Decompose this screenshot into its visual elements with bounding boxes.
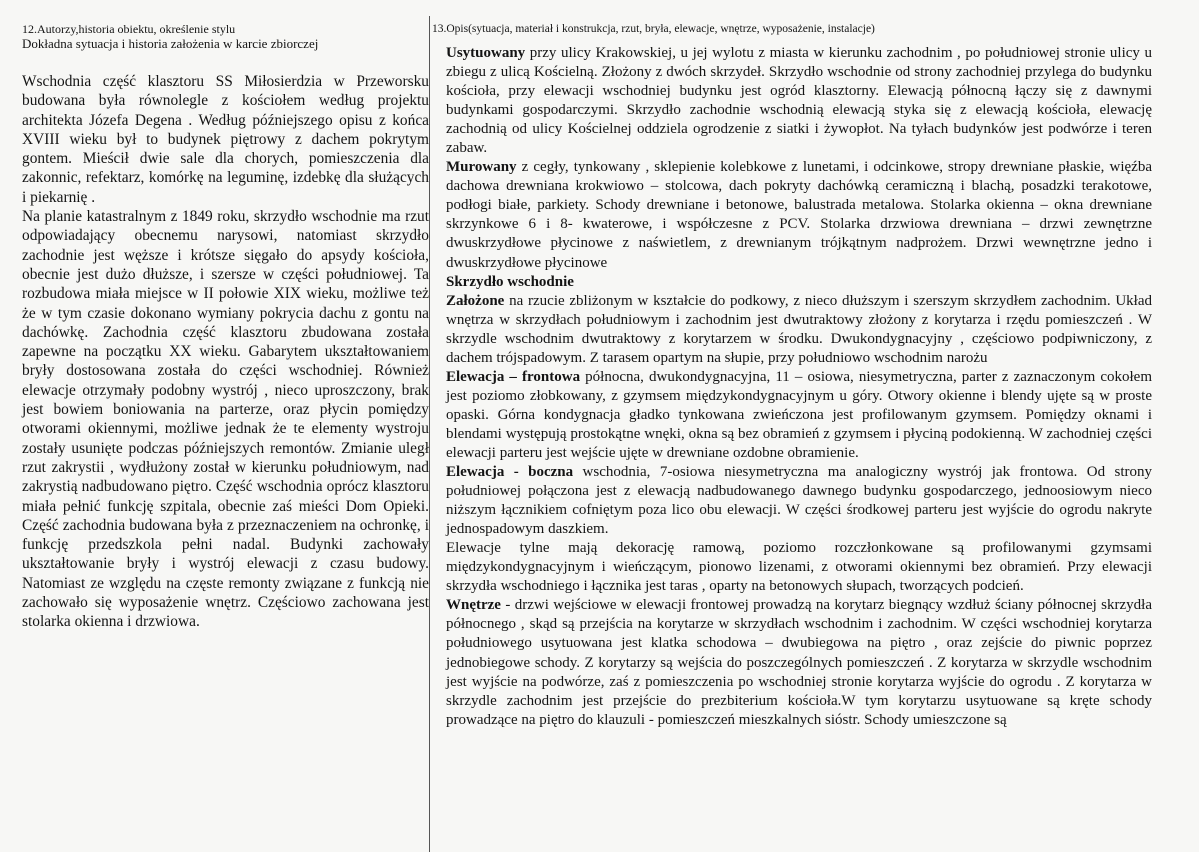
section-lead: Skrzydło wschodnie xyxy=(446,273,574,290)
section-location xyxy=(446,44,1152,158)
description-text xyxy=(432,44,1152,730)
section-text: przy ulicy Krakowskiej, u jej wylotu z miasta w kierunku zachodnim , po południowej stronie ulicy u zbiegu z ulicą Kościelną. Złożony z dwóch skrzydeł. Skrzydło wschodnie od strony zachodniej przylega do budynku kościoła, przy elewacji wschodniej budynku jest ogród klasztorny. Elewacją północną łączy się z dawnymi budynkami gospodarczymi. Skrzydło zachodnie wschodnią elewacją styka się z elewacją kościoła, elewację zachodnią od ulicy Kościelnej oddziela ogrodzenie z siatki i żywopłot. Na tyłach budynków jest podwórze i teren zabaw. xyxy=(446,45,1152,157)
left-column xyxy=(22,22,429,632)
section-plan xyxy=(446,292,1152,368)
right-column xyxy=(432,22,1152,730)
section-lead: Murowany xyxy=(446,159,517,176)
column-divider xyxy=(429,16,430,852)
section-lead: Elewacja - boczna xyxy=(446,464,574,481)
section-east-wing xyxy=(446,273,1152,292)
history-paragraph: Wschodnia część klasztoru SS Miłosierdzia w Przeworsku budowana była równolegle z kościołem według projektu architekta Józefa Degena . Według późniejszego opisu z końca XVIII wieku był to budynek piętrowy z dachem pokrytym gontem. Mieścił dwie sale dla chorych, pomieszczenia dla zakonnic, refektarz, komórkę na leguminę, izdebkę dla służących i piekarnię . xyxy=(22,73,429,206)
section-text: - drzwi wejściowe w elewacji frontowej prowadzą na korytarz biegnący wzdłuż ściany północnej skrzydła północnego , skąd są przejścia na korytarze w skrzydłach wschodnim i zachodnim. W części wschodniej korytarza południowego usytuowana jest klatka schodowa – dwubiegowa na piętro , oraz zejście do piwnic poprzez jednobiegowe schody. Z korytarzy są wejścia do poszczególnych pomieszczeń . Z korytarza w skrzydle wschodnim jest wyjście na podwórze, zaś z pomieszczenia po wschodniej stronie korytarza wyjście do ogrodu . Z korytarza w skrzydle zachodnim jest przejście do prezbiterium kościoła.W tym korytarzu usytuowane są kręte schody prowadzące na piętro do klauzuli - pomieszczeń mieszkalnych sióstr. Schody umieszczone są xyxy=(446,597,1152,728)
section-side-elevation xyxy=(446,463,1152,539)
section-text: wschodnia, 7-osiowa niesymetryczna ma analogiczny wystrój jak frontowa. Od strony południowej połączona jest z elewacją nadbudowanego dawnego budynku gospodarczego, jednoosiowym nieco niższym łącznikiem cofniętym poza lico obu elewacji. W części środkowej parteru jest wyjście do ogrodu nakryte jednospadowym daszkiem. xyxy=(446,464,1152,538)
history-paragraph: Na planie katastralnym z 1849 roku, skrzydło wschodnie ma rzut odpowiadający obecnemu narysowi, natomiast skrzydło zachodnie jest węższe i krótsze sięgało do apsydy kościoła, obecnie jest dużo dłuższe, i szersze w części południowej. Ta rozbudowa miała miejsce w II połowie XIX wieku, możliwe też że w tym czasie dokonano wymiany pokrycia dachu z gontu na dachówkę. Zachodnia część klasztoru zbudowana została zapewne na początku XX wieku. Gabarytem ukształtowaniem bryły dostosowana została do części wschodniej. Również elewacje otrzymały podobny wystrój , nieco uproszczony, brak jest bowiem boniowania na parterze, oraz płycin pomiędzy otworami okiennymi, możliwe jednak że te elementy wystroju zostały usunięte podczas późniejszych remontów. Zmianie uległ rzut zakrystii , wydłużony został w kierunku południowym, nad zakrystią nadbudowano piętro. Część wschodnia oprócz klasztoru miała pełnić funkcję szpitala, obecnie zaś mieści Dom Opieki. Część zachodnia budowana była z przeznaczeniem na ochronkę, i funkcję przedszkola pełni nadal. Budynki zachowały ukształtowanie bryły i wystrój elewacji z czasu budowy. Natomiast ze względu na częste remonty związane z funkcją nie zachowało się wyposażenie wnętrz. Częściowo zachowana jest stolarka okienna i drzwiowa. xyxy=(22,208,429,631)
left-header-line-1: 12.Autorzy,historia obiektu, określenie stylu xyxy=(22,22,236,36)
section-lead: Założone xyxy=(446,292,505,309)
section-rear-elevations xyxy=(446,539,1152,596)
section-text: Elewacje tylne mają dekorację ramową, poziomo rozczłonkowane są profilowanymi gzymsami międzykondygnacyjnym i wieńczącym, pionowo lizenami, z otworami okiennymi bez obramień. Przy elewacji skrzydła wschodniego i łącznika jest taras , oparty na betonowych słupach, tworzących podcień. xyxy=(446,540,1152,595)
section-lead: Elewacja – frontowa xyxy=(446,368,581,385)
section-interior xyxy=(446,596,1152,729)
history-text xyxy=(22,72,429,632)
section-text: z cegły, tynkowany , sklepienie kolebkowe z lunetami, i odcinkowe, stropy drewniane płaskie, więźba dachowa drewniana krokwiowo – stolcowa, dach pokryty dachówką ceramiczną i blachą, posadzki terakotowe, podłogi białe, parkiety. Schody drewniane i betonowe, balustrada metalowa. Stolarka okienna – okna drewniane skrzynkowe 6 i 8- kwaterowe, i współczesne z PCV. Stolarka drzwiowa drewniana – drzwi zewnętrzne dwuskrzydłowe płycinowe z naświetlem, z drewnianym trójkątnym nadprożem. Drzwi wewnętrzne jedno i dwuskrzydłowe płycinowe xyxy=(446,159,1152,271)
section-front-elevation xyxy=(446,368,1152,463)
section-text: północna, dwukondygnacyjna, 11 – osiowa, niesymetryczna, parter z zaznaczonym cokołem jest poziomo złobkowany, z gzymsem międzykondygnacyjnym u góry. Otwory okienne i blendy ujęte są w proste opaski. Górna kondygnacja gładko tynkowana zwieńczona jest profilowanym gzymsem. Pomiędzy oknami i blendami występują prostokątne wnęki, okna są bez obramień z gzymsem i płyciną podokienną. W zachodniej części elewacji parteru jest wejście ujęte w drewniane ozdobne obramienie. xyxy=(446,368,1152,461)
section-lead: Usytuowany xyxy=(446,45,526,61)
section-materials xyxy=(446,158,1152,272)
section-lead: Wnętrze xyxy=(446,597,501,614)
section-text: na rzucie zbliżonym w kształcie do podkowy, z nieco dłuższym i szerszym skrzydłem zachodnim. Układ wnętrza w skrzydłach południowym i zachodnim jest dwutraktowy złożony z korytarza i rzędu pomieszczeń . W skrzydle wschodnim dwutraktowy z korytarzem w środku. Dwukondygnacyjny , częściowo podpiwniczony, z dachem trójspadowym. Z tarasem opartym na słupie, przy południowo wschodnim narożu xyxy=(446,292,1152,366)
left-header-line-2: Dokładna sytuacja i historia założenia w karcie zbiorczej xyxy=(22,36,319,51)
left-column-header xyxy=(22,22,429,51)
right-column-header: 13.Opis(sytuacja, materiał i konstrukcja, rzut, bryła, elewacje, wnętrze, wyposażenie, instalacje) xyxy=(432,23,875,35)
